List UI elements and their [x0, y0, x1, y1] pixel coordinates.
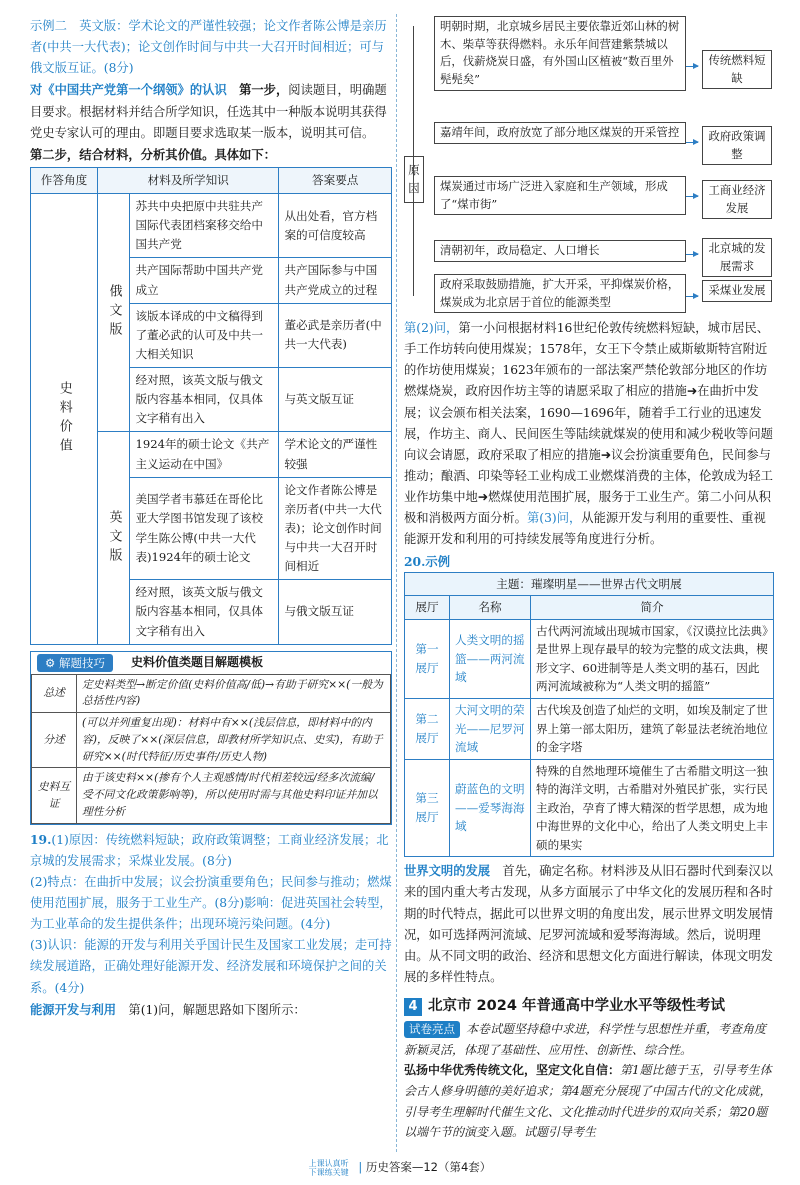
flow-result-4: 北京城的发展需求	[702, 238, 772, 277]
material-cell: 该版本译成的中文稿得到了董必武的认可及中共一大相关知识	[130, 303, 279, 367]
table-header-row	[31, 167, 392, 193]
flow-item-5: 政府采取鼓励措施，扩大开采，平抑煤炭价格，煤炭成为北京居于首位的能源类型	[434, 274, 686, 313]
world-civ-text: 首先，确定名称。材料涉及从旧石器时代到秦汉以来的国内重大考古发现，从多方面展示了中华文化的发展历程和各时期的时代特点，据此可以世界文明的角度出发，展示世界文明发展情况，如可选择两河流域、尼罗河流域和爱琴海海域。然后，说明理由。从不同文明的政治、经济和思想文化方面进行解读，体现文明发展的多样性特点。	[404, 864, 773, 985]
table-row	[31, 194, 392, 258]
answer-cell: 论文作者陈公博是亲历者(中共一大代表)；论文创作时间与中共一大召开时间相近	[279, 477, 392, 580]
culture-label: 弘扬中华优秀传统文化，坚定文化自信：	[404, 1063, 621, 1078]
answer-cell: 与英文版互证	[279, 368, 392, 432]
header-hall: 展厅	[405, 596, 450, 620]
q19-part3: (3)认识：能源的开发与利用关乎国计民生及国家工业发展；走可持续发展道路，正确处理好能源开发、经济发展和环境保护之间的关系。(4分)	[30, 938, 392, 995]
header-name: 名称	[450, 596, 531, 620]
q19-number: 19.	[30, 831, 52, 847]
q2-tag3: 燃煤使用范围扩展	[488, 490, 587, 505]
answer-cell: 与俄文版互证	[279, 580, 392, 644]
tip-title: 史料价值类题目解题模板	[130, 655, 263, 670]
name-cell: 大河文明的荣光——尼罗河流域	[450, 698, 531, 759]
logo-line2: 下课练关键	[308, 1167, 349, 1177]
energy-text: 第(1)问，解题思路如下图所示：	[116, 1002, 306, 1017]
energy-paragraph	[30, 999, 392, 1021]
q19-part1-text: (1)原因：传统燃料短缺；政府政策调整；工商业经济发展；北京城的发展需求；采煤业发展。(8分)	[30, 832, 389, 868]
table-row	[405, 759, 774, 857]
brand-logo	[309, 1159, 349, 1177]
flow-item-3: 煤炭通过市场广泛进入家庭和生产领域，形成了“煤市街”	[434, 176, 686, 215]
hall-cell: 第三展厅	[405, 759, 450, 857]
section-4-heading	[404, 994, 774, 1019]
intro-cell: 古代两河流域出现城市国家，《汉谟拉比法典》是世界上现存最早的较为完整的成文法典，楔形文字、60进制等是人类文明的基石，因此两河流域被称为“人类文明的摇篮”	[531, 619, 774, 698]
step1-paragraph	[30, 79, 392, 143]
material-cell: 美国学者韦慕廷在哥伦比亚大学图书馆发现了该校学生陈公博(中共一大代表)1924年的硕士论文	[130, 477, 279, 580]
recognition-label: 对《中国共产党第一个纲领》的认识	[30, 82, 227, 98]
left-column	[30, 16, 392, 1021]
culture-text: 第1题比德于玉，引导考生体会古人修身明德的美好追求；第4题充分展现了中国古代的文化成就，引导考生理解时代催生文化、文化推动时代进步的双向关系；第20题以端午节的演变入题。试题引导考生	[404, 1063, 772, 1140]
header-material: 材料及所学知识	[98, 167, 279, 193]
cause-bracket-line	[413, 26, 414, 296]
exhibition-theme-row	[405, 572, 774, 596]
intro-cell: 特殊的自然地理环境催生了古希腊文明这一独特的海洋文明，古希腊对外殖民扩张，实行民主政治，孕育了博大精深的哲学思想，成为地中海世界的文化中心，给出了人类文明史上丰硕的果实	[531, 759, 774, 857]
section-title: 北京市 2024 年普通高中学业水平等级性考试	[428, 998, 725, 1015]
arrow-icon	[686, 296, 698, 297]
exhibition-table	[404, 572, 774, 858]
tip-row	[32, 768, 391, 823]
material-cell: 经对照，该英文版与俄文版内容基本相同，仅具体文字稍有出入	[130, 368, 279, 432]
tip-header	[31, 652, 391, 674]
right-column	[404, 16, 774, 1143]
angle-cell: 史料价值	[31, 194, 98, 645]
material-cell: 苏共中央把原中共驻共产国际代表团档案移交给中国共产党	[130, 194, 279, 258]
intro-cell: 古代埃及创造了灿烂的文明，如埃及制定了世界上第一部太阳历，建筑了彰显法老统治地位的金字塔	[531, 698, 774, 759]
flow-result-2: 政府政策调整	[702, 126, 772, 165]
flow-item-4: 清朝初年，政局稳定、人口增长	[434, 240, 686, 262]
name-cell: 人类文明的摇篮——两河流域	[450, 619, 531, 698]
tip-tag-label: 解题技巧	[58, 655, 105, 670]
tip-box	[30, 651, 392, 825]
example2-label: 示例二	[30, 19, 67, 33]
tip-row-content: 由于该史料××(掺有个人主观感情/时代相差较远/经多次流编/受不同文化政策影响等)，所以使用时需与其他史料印证并加以理性分析	[77, 768, 391, 823]
section-number: 4	[404, 998, 422, 1016]
q2-paragraph: 第(2)问，第一小问根据材料16世纪伦敦传统燃料短缺，城市居民、手工作坊转向使用煤炭；1578年，女王下令禁止威斯敏斯特宫附近的作坊使用煤炭；1623年颁布的一部法案严禁伦敦部分地区的作坊燃煤烧炭，政府因作坊主等的请愿采取了相应的措施➜在曲折中发展；议会颁布相关法案，1690—1696年，随着手工行业的迅速发展，作坊主、商人、民间医生等陆续就煤炭的使用和减少税收等问题向议会请愿，政府采取了相应的措施➜议会扮演重要角色，民间参与推动；酿酒、印染等轻工业构成工业燃煤消费的主体，伦敦成为轻工业作坊集中地➜燃煤使用范围扩展，服务于工业生产。第二小问从积极和消极两方面分析。第(3)问，从能源开发与利用的重要性、重视能源开发和利用的可持续发展等角度进行分析。	[404, 321, 773, 547]
table-row	[405, 698, 774, 759]
q19-part1	[30, 829, 392, 872]
table-row	[405, 619, 774, 698]
flow-result-5: 采煤业发展	[702, 280, 772, 302]
exhibition-header-row	[405, 596, 774, 620]
q2-text3: ，民间参与推动；酿酒、印染等轻工业构成工业燃煤消费的主体，伦敦成为轻工业作坊集中地	[404, 447, 773, 505]
q2-tag1: 在曲折中发展	[404, 384, 759, 420]
cause-flow-diagram	[404, 16, 774, 316]
example2-text: 英文版：学术论文的严谨性较强；论文作者陈公博是亲历者(中共一大代表)；论文创作时间与中共一大召开时间相近；可与俄文版互证。(8分)	[30, 19, 387, 76]
flow-result-1: 传统燃料短缺	[702, 50, 772, 89]
answer-cell: 从出处看，官方档案的可信度较高	[279, 194, 392, 258]
name-cell: 蔚蓝色的文明——爱琴海海域	[450, 759, 531, 857]
tip-tag: ⚙ 解题技巧	[37, 654, 113, 672]
q3-label: 第(3)问，	[526, 511, 582, 526]
footer-separator: |	[358, 1160, 363, 1174]
highlight-paragraph	[404, 1019, 774, 1060]
arrow-icon	[686, 142, 698, 143]
footer-text: 历史答案—12（第4套）	[365, 1160, 492, 1174]
q2-label: 第(2)问，	[404, 321, 459, 335]
q19-part2: (2)特点：在曲折中发展；议会扮演重要角色；民间参与推动；燃煤使用范围扩展，服务于工业生产。(8分)影响：促进英国社会转型，为工业革命的发生提供条件；出现环境污染问题。(4分)	[30, 874, 392, 932]
world-civ-paragraph	[404, 860, 774, 988]
russian-version-cell: 俄文版	[98, 194, 130, 432]
tip-table	[31, 674, 391, 824]
step2-heading: 第二步，结合材料，分析其价值。具体如下：	[30, 146, 276, 162]
source-value-table	[30, 167, 392, 645]
tip-row-head: 史料互证	[32, 768, 77, 823]
tip-row-head: 总述	[32, 674, 77, 712]
tip-row-content: 定史料类型→断定价值(史料价值高/低)→有助于研究××(一般为总括性内容)	[77, 674, 391, 712]
material-cell: 共产国际帮助中国共产党成立	[130, 258, 279, 303]
q2-text2: ；议会颁布相关法案，1690—1696年，随着手工行业的迅速发展，作坊主、商人、民间医生等陆续就煤炭的使用和减少税收等问题向议会请愿，政府采取了相应的措施	[404, 405, 773, 462]
q20-heading: 20.示例	[404, 553, 450, 569]
column-divider	[396, 14, 397, 1152]
answer-cell: 共产国际参与中国共产党成立的过程	[279, 258, 392, 303]
arrow-icon	[686, 66, 698, 67]
world-civ-label: 世界文明的发展	[404, 863, 491, 879]
culture-paragraph	[404, 1060, 774, 1143]
tip-row	[32, 674, 391, 712]
example2-paragraph	[30, 16, 392, 79]
arrow-icon	[686, 254, 698, 255]
arrow-icon	[686, 196, 698, 197]
logo-line1: 上课认真听	[308, 1158, 349, 1168]
english-version-cell: 英文版	[98, 432, 130, 644]
page-footer	[0, 1158, 800, 1178]
tip-row-content: (可以并列重复出现)：材料中有××(浅层信息，即材料中的内容)，反映了××(深层信息，即教材所学知识点、史实)，有助于研究××(时代特征/历史事件/历史人物)	[77, 713, 391, 768]
answer-cell: 董必武是亲历者(中共一大代表)	[279, 303, 392, 367]
q2-text4: ，服务于工业生产。第二小问从积极和消极两方面分析。	[404, 490, 771, 526]
header-angle: 作答角度	[31, 167, 98, 193]
q3-text: 从能源开发与利用的重要性、重视能源开发和利用的可持续发展等角度进行分析。	[404, 511, 766, 547]
exhibition-theme: 主题：璀璨明星——世界古代文明展	[405, 572, 774, 596]
q2-text: 第一小问根据材料16世纪伦敦传统燃料短缺，城市居民、手工作坊转向使用煤炭；1578年，女王下令禁止威斯敏斯特宫附近的作坊使用煤炭；1623年颁布的一部法案严禁伦敦部分地区的作坊燃煤烧炭，政府因作坊主等的请愿采取了相应的措施	[404, 321, 770, 399]
flow-item-1: 明朝时期，北京城乡居民主要依靠近郊山林的树木、柴草等获得燃料。永乐年间营建紫禁城以后，伐薪烧炭日盛，有外国山区植被“数百里外髡髡矣”	[434, 16, 686, 91]
hall-cell: 第一展厅	[405, 619, 450, 698]
step1-label: 第一步，	[239, 82, 289, 98]
tip-row-head: 分述	[32, 713, 77, 768]
flow-result-3: 工商业经济发展	[702, 180, 772, 219]
cause-label: 原因	[404, 156, 424, 203]
step1-text: 阅读题目，明确题目要求。根据材料并结合所学知识，任选其中一种版本说明其获得党史专家认可的理由。即题目要求选取某一版本，说明其可信。	[30, 83, 387, 140]
highlight-text: 本卷试题坚持稳中求进，科学性与思想性并重，考查角度新颖灵活，体现了基础性、应用性、创新性、综合性。	[404, 1022, 767, 1057]
hall-cell: 第二展厅	[405, 698, 450, 759]
header-intro: 简介	[531, 596, 774, 620]
answer-cell: 学术论文的严谨性较强	[279, 432, 392, 477]
q2-tag2: 议会扮演重要角色	[611, 447, 710, 462]
tip-row	[32, 713, 391, 768]
energy-label: 能源开发与利用	[30, 1001, 117, 1017]
highlight-badge: 试卷亮点	[404, 1021, 460, 1038]
header-answer: 答案要点	[279, 167, 392, 193]
material-cell: 1924年的硕士论文《共产主义运动在中国》	[130, 432, 279, 477]
material-cell: 经对照，该英文版与俄文版内容基本相同，仅具体文字稍有出入	[130, 580, 279, 644]
flow-item-2: 嘉靖年间，政府放宽了部分地区煤炭的开采管控	[434, 122, 686, 144]
